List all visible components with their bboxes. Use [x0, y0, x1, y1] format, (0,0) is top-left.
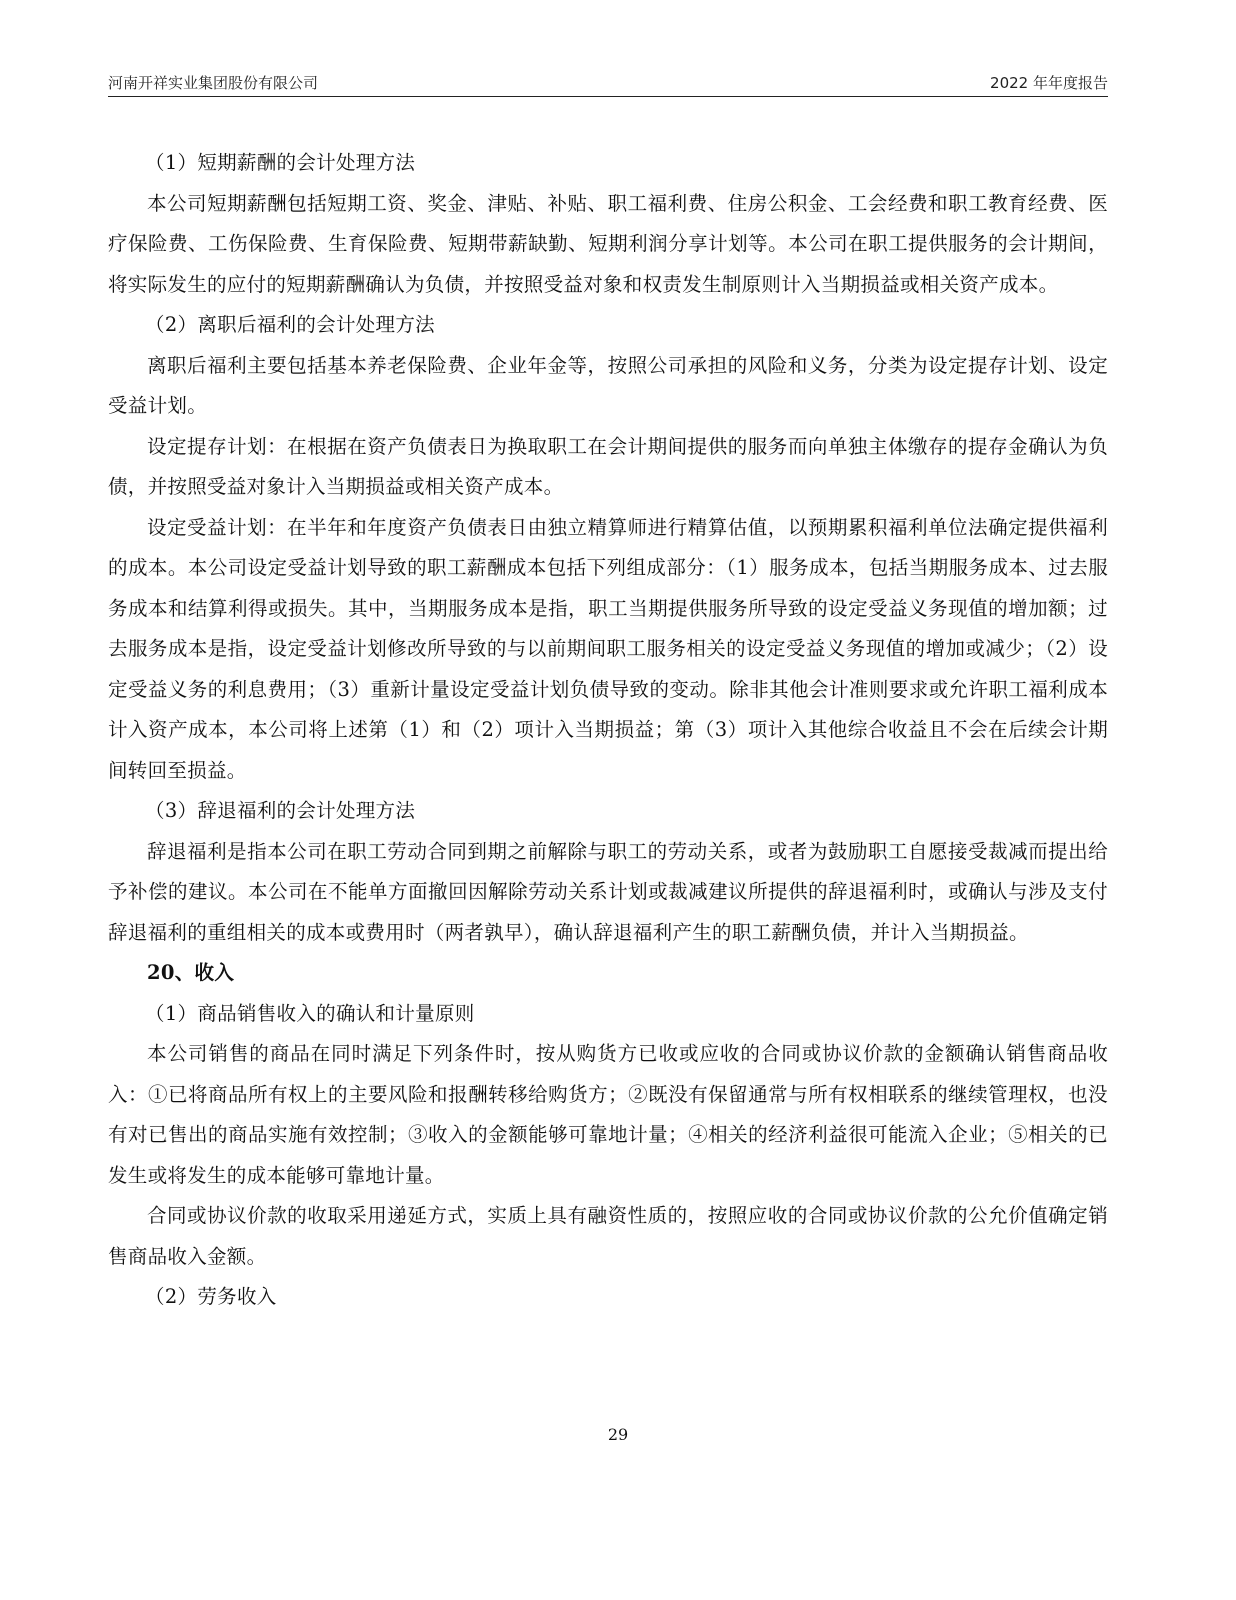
- page-header: [108, 70, 1108, 97]
- body-paragraph: 辞退福利是指本公司在职工劳动合同到期之前解除与职工的劳动关系，或者为鼓励职工自愿接受裁减而提出给予补偿的建议。本公司在不能单方面撤回因解除劳动关系计划或裁减建议所提供的辞退福利时，或确认与涉及支付辞退福利的重组相关的成本或费用时（两者孰早），确认辞退福利产生的职工薪酬负债，并计入当期损益。: [108, 839, 1108, 944]
- section-heading: 20、收入: [147, 961, 235, 984]
- body-paragraph: 设定提存计划：在根据在资产负债表日为换取职工在会计期间提供的服务而向单独主体缴存的提存金确认为负债，并按照受益对象计入当期损益或相关资产成本。: [108, 434, 1108, 498]
- subsection-title: （2）劳务收入: [145, 1285, 277, 1308]
- page-number: 29: [607, 1425, 629, 1444]
- subsection-title: （2）离职后福利的会计处理方法: [145, 313, 435, 336]
- body-paragraph: 离职后福利主要包括基本养老保险费、企业年金等，按照公司承担的风险和义务，分类为设定提存计划、设定受益计划。: [108, 353, 1108, 417]
- body-paragraph: 设定受益计划：在半年和年度资产负债表日由独立精算师进行精算估值，以预期累积福利单位法确定提供福利的成本。本公司设定受益计划导致的职工薪酬成本包括下列组成部分：（1）服务成本，包括当期服务成本、过去服务成本和结算利得或损失。其中，当期服务成本是指，职工当期提供服务所导致的设定受益义务现值的增加额；过去服务成本是指，设定受益计划修改所导致的与以前期间职工服务相关的设定受益义务现值的增加或减少；（2）设定受益义务的利息费用；（3）重新计量设定受益计划负债导致的变动。除非其他会计准则要求或允许职工福利成本计入资产成本，本公司将上述第（1）和（2）项计入当期损益；第（3）项计入其他综合收益且不会在后续会计期间转回至损益。: [108, 515, 1108, 782]
- body-paragraph: 本公司销售的商品在同时满足下列条件时，按从购货方已收或应收的合同或协议价款的金额确认销售商品收入：①已将商品所有权上的主要风险和报酬转移给购货方；②既没有保留通常与所有权相联系的继续管理权，也没有对已售出的商品实施有效控制；③收入的金额能够可靠地计量；④相关的经济利益很可能流入企业；⑤相关的已发生或将发生的成本能够可靠地计量。: [108, 1042, 1108, 1187]
- document-body: [108, 143, 1108, 1318]
- header-report-title: 2022 年年度报告: [990, 74, 1108, 92]
- body-paragraph: 本公司短期薪酬包括短期工资、奖金、津贴、补贴、职工福利费、住房公积金、工会经费和职工教育经费、医疗保险费、工伤保险费、生育保险费、短期带薪缺勤、短期利润分享计划等。本公司在职工提供服务的会计期间，将实际发生的应付的短期薪酬确认为负债，并按照受益对象和权责发生制原则计入当期损益或相关资产成本。: [108, 191, 1108, 296]
- subsection-title: （1）短期薪酬的会计处理方法: [145, 151, 416, 174]
- header-company-name: 河南开祥实业集团股份有限公司: [108, 74, 319, 92]
- subsection-title: （1）商品销售收入的确认和计量原则: [145, 1001, 475, 1025]
- subsection-title: （3）辞退福利的会计处理方法: [145, 799, 416, 822]
- body-paragraph: 合同或协议价款的收取采用递延方式，实质上具有融资性质的，按照应收的合同或协议价款的公允价值确定销售商品收入金额。: [108, 1204, 1108, 1268]
